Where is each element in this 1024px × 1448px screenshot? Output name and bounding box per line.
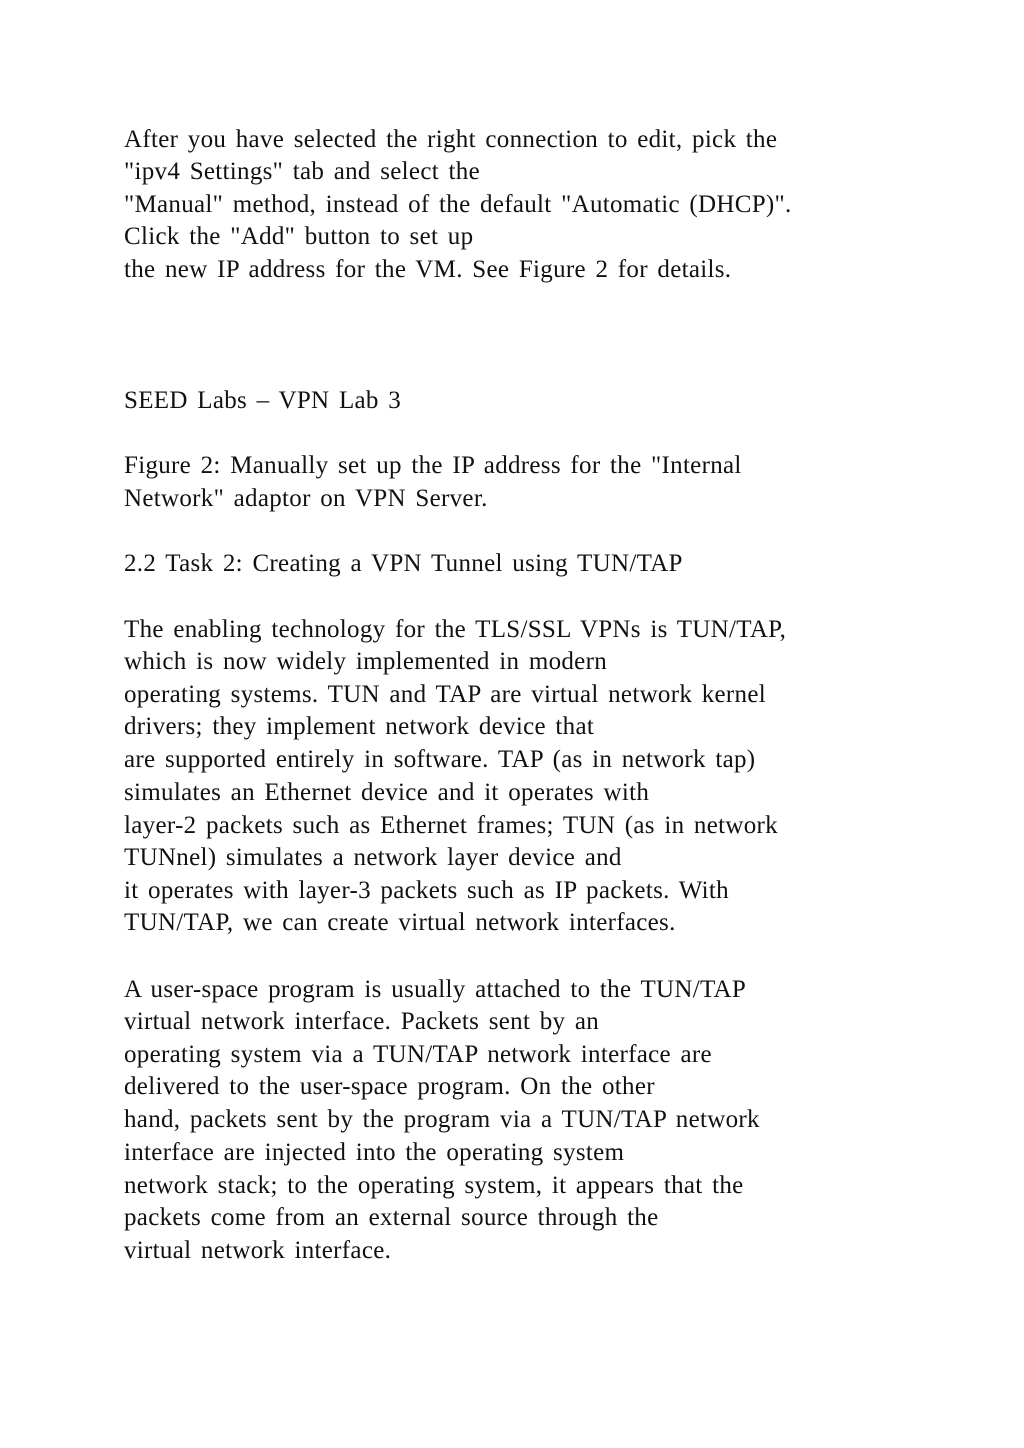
intro-line: "Manual" method, instead of the default "Automatic (DHCP)". xyxy=(124,191,792,218)
paragraph1-line: which is now widely implemented in modern xyxy=(124,648,607,675)
intro-line: Click the "Add" button to set up xyxy=(124,223,474,250)
paragraph2-line: virtual network interface. Packets sent by an xyxy=(124,1008,600,1035)
paragraph1-line: TUN/TAP, we can create virtual network interfaces. xyxy=(124,909,676,936)
intro-line: After you have selected the right connection to edit, pick the xyxy=(124,126,778,153)
paragraph2-line: virtual network interface. xyxy=(124,1237,392,1264)
intro-line: "ipv4 Settings" tab and select the xyxy=(124,158,480,185)
paragraph2-line: packets come from an external source through the xyxy=(124,1204,659,1231)
paragraph2-line: network stack; to the operating system, it appears that the xyxy=(124,1172,744,1199)
paragraph1-line: The enabling technology for the TLS/SSL VPNs is TUN/TAP, xyxy=(124,616,787,643)
paragraph1-line: operating systems. TUN and TAP are virtual network kernel xyxy=(124,681,766,708)
section-heading: 2.2 Task 2: Creating a VPN Tunnel using TUN/TAP xyxy=(124,550,683,577)
paragraph2-line: operating system via a TUN/TAP network interface are xyxy=(124,1041,712,1068)
intro-line: the new IP address for the VM. See Figure 2 for details. xyxy=(124,256,732,283)
paragraph1-line: drivers; they implement network device that xyxy=(124,713,595,740)
figure-caption-line: Network" adaptor on VPN Server. xyxy=(124,485,488,512)
paragraph1-line: it operates with layer-3 packets such as IP packets. With xyxy=(124,877,729,904)
running-header: SEED Labs – VPN Lab 3 xyxy=(124,387,402,414)
paragraph1-line: are supported entirely in software. TAP (as in network tap) xyxy=(124,746,756,773)
paragraph2-line: hand, packets sent by the program via a TUN/TAP network xyxy=(124,1106,760,1133)
paragraph2-line: A user-space program is usually attached to the TUN/TAP xyxy=(124,976,747,1003)
paragraph2-line: interface are injected into the operating system xyxy=(124,1139,625,1166)
paragraph2-line: delivered to the user-space program. On the other xyxy=(124,1073,655,1100)
paragraph1-line: simulates an Ethernet device and it operates with xyxy=(124,779,650,806)
paragraph1-line: layer-2 packets such as Ethernet frames; TUN (as in network xyxy=(124,812,778,839)
paragraph1-line: TUNnel) simulates a network layer device and xyxy=(124,844,622,871)
figure-caption-line: Figure 2: Manually set up the IP address for the "Internal xyxy=(124,452,742,479)
